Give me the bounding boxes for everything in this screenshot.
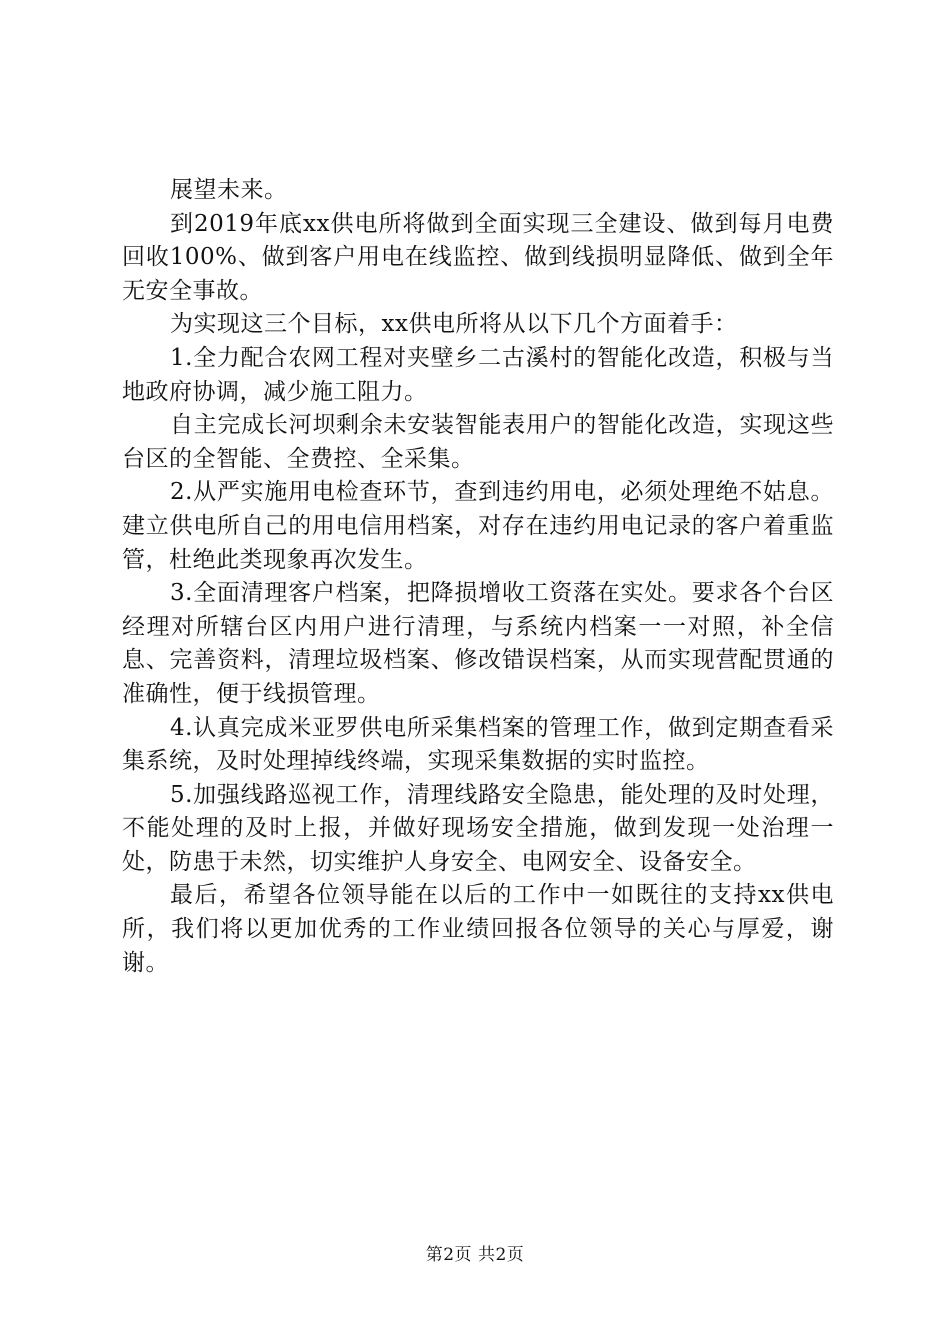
page-indicator: 第2页 共2页 [425,1245,525,1265]
paragraph-item-4: 4.认真完成米亚罗供电所采集档案的管理工作，做到定期查看采集系统，及时处理掉线终端，实现采集数据的实时监控。 [122,714,834,775]
paragraph-closing: 最后，希望各位领导能在以后的工作中一如既往的支持xx供电所，我们将以更加优秀的工作业绩回报各位领导的关心与厚爱，谢谢。 [122,882,834,976]
paragraph-outlook: 展望未来。 [170,177,288,203]
document-body [122,174,834,980]
paragraph-item-5: 5.加强线路巡视工作，清理线路安全隐患，能处理的及时处理，不能处理的及时上报，并做好现场安全措施，做到发现一处治理一处，防患于未然，切实维护人身安全、电网安全、设备安全。 [122,781,834,875]
page-footer [0,1243,950,1267]
paragraph-item-3: 3.全面清理客户档案，把降损增收工资落在实处。要求各个台区经理对所辖台区内用户进行清理，与系统内档案一一对照，补全信息、完善资料，清理垃圾档案、修改错误档案，从而实现营配贯通的准确性，便于线损管理。 [122,580,834,707]
paragraph-item-1: 1.全力配合农网工程对夹壁乡二古溪村的智能化改造，积极与当地政府协调，减少施工阻力。 [122,344,834,405]
paragraph-item-2: 2.从严实施用电检查环节，查到违约用电，必须处理绝不姑息。建立供电所自己的用电信用档案，对存在违约用电记录的客户着重监管，杜绝此类现象再次发生。 [122,479,834,573]
paragraph-approach-intro: 为实现这三个目标，xx供电所将从以下几个方面着手： [170,311,738,338]
paragraph-item-1-continued: 自主完成长河坝剩余未安装智能表用户的智能化改造，实现这些台区的全智能、全费控、全采集。 [122,412,834,472]
paragraph-goals: 到2019年底xx供电所将做到全面实现三全建设、做到每月电费回收100%、做到客户用电在线监控、做到线损明显降低、做到全年无安全事故。 [122,210,834,304]
